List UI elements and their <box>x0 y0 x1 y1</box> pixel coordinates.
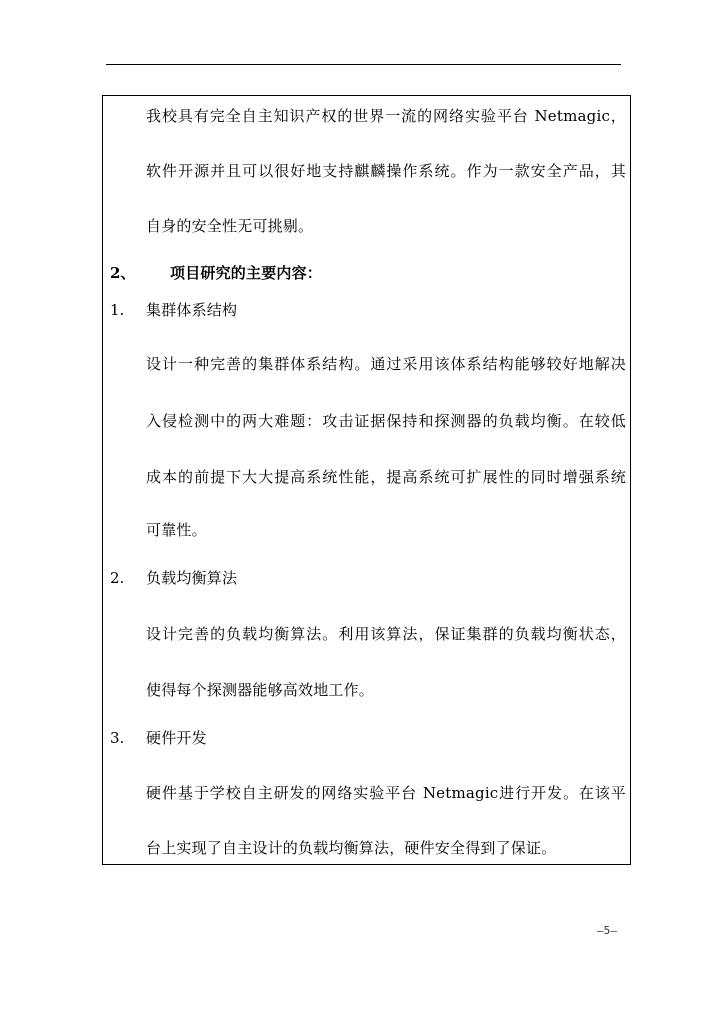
item-2-line-1: 设计完善的负载均衡算法。利用该算法，保证集群的负载均衡状态， <box>146 625 626 643</box>
intro-line-2: 软件开源并且可以很好地支持麒麟操作系统。作为一款安全产品，其 <box>146 162 626 180</box>
item-1-line-4: 可靠性。 <box>146 521 207 539</box>
section-heading: 项目研究的主要内容： <box>170 264 323 282</box>
item-1-number: 1. <box>110 301 125 319</box>
intro-line-3: 自身的安全性无可挑剔。 <box>146 217 314 235</box>
item-1-title: 集群体系结构 <box>146 301 238 319</box>
item-1-line-1: 设计一种完善的集群体系结构。通过采用该体系结构能够较好地解决 <box>146 355 626 373</box>
intro-line-1: 我校具有完全自主知识产权的世界一流的网络实验平台 Netmagic， <box>146 107 626 125</box>
item-2-number: 2. <box>110 569 125 587</box>
item-2-line-2: 使得每个探测器能够高效地工作。 <box>146 681 375 699</box>
page-number: —5— <box>597 924 617 937</box>
header-rule <box>106 64 621 65</box>
item-3-line-2: 台上实现了自主设计的负载均衡算法，硬件安全得到了保证。 <box>146 839 557 857</box>
item-3-number: 3. <box>110 729 125 747</box>
item-1-line-2: 入侵检测中的两大难题：攻击证据保持和探测器的负载均衡。在较低 <box>146 412 626 430</box>
section-number: 2、 <box>110 264 136 282</box>
item-2-title: 负载均衡算法 <box>146 569 238 587</box>
item-1-line-3: 成本的前提下大大提高系统性能，提高系统可扩展性的同时增强系统 <box>146 468 626 486</box>
item-3-title: 硬件开发 <box>146 729 207 747</box>
item-3-line-1: 硬件基于学校自主研发的网络实验平台 Netmagic进行开发。在该平 <box>146 784 626 802</box>
